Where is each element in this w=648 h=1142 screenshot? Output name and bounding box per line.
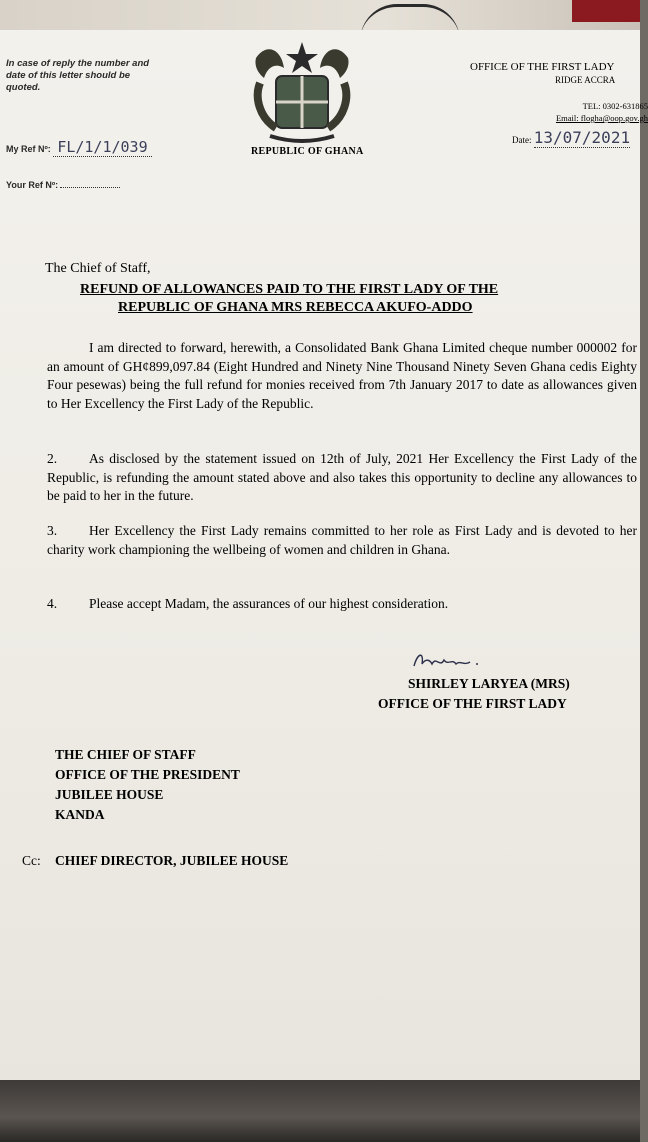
my-ref bbox=[6, 138, 152, 156]
paragraph-3 bbox=[47, 522, 637, 559]
signatory-office: OFFICE OF THE FIRST LADY bbox=[378, 696, 567, 711]
cc-label: Cc: bbox=[22, 853, 41, 868]
paragraph-2-text: As disclosed by the statement issued on 12th of July, 2021 Her Excellency the First Lady of the Republic, is refunding the amount stated above and also takes this opportunity to decline any allowances to be paid to her in the future. bbox=[47, 451, 637, 503]
paragraph-2-number: 2. bbox=[47, 451, 58, 466]
paragraph-3-number: 3. bbox=[47, 523, 58, 538]
office-location: RIDGE ACCRA bbox=[555, 75, 616, 85]
photo-background-bottom bbox=[0, 1080, 640, 1142]
cc-line bbox=[22, 853, 288, 869]
paragraph-4-text: Please accept Madam, the assurances of our highest consideration. bbox=[89, 596, 449, 611]
reply-note: In case of reply the number and date of this letter should be quoted. bbox=[6, 58, 150, 93]
address-line-4: KANDA bbox=[55, 807, 105, 822]
email-line: Email: flogha@oop.gov.gh bbox=[555, 113, 648, 123]
handwritten-signature bbox=[410, 648, 490, 674]
my-ref-label: My Ref Nº: bbox=[6, 144, 51, 154]
address-line-3: JUBILEE HOUSE bbox=[55, 787, 164, 802]
contact-block bbox=[518, 100, 648, 124]
office-name: OFFICE OF THE FIRST LADY bbox=[470, 61, 615, 73]
your-ref-blank bbox=[60, 187, 120, 188]
tel-line: TEL: 0302-631865 bbox=[582, 101, 648, 111]
paragraph-3-text: Her Excellency the First Lady remains committed to her role as First Lady and is devoted to her charity work championing the wellbeing of women and children in Ghana. bbox=[47, 523, 637, 557]
subject-line-1: REFUND OF ALLOWANCES PAID TO THE FIRST LADY OF THE bbox=[80, 282, 499, 297]
paragraph-4-number: 4. bbox=[47, 596, 58, 611]
cc-value: CHIEF DIRECTOR, JUBILEE HOUSE bbox=[55, 853, 289, 868]
signatory-name: SHIRLEY LARYEA (MRS) bbox=[408, 676, 570, 691]
address-line-2: OFFICE OF THE PRESIDENT bbox=[55, 767, 240, 782]
date-label: Date: bbox=[512, 135, 532, 145]
subject-line-2: REPUBLIC OF GHANA MRS REBECCA AKUFO-ADDO bbox=[118, 300, 473, 315]
subject-heading bbox=[80, 281, 580, 317]
republic-label: REPUBLIC OF GHANA bbox=[251, 146, 364, 157]
your-ref bbox=[6, 180, 120, 190]
paragraph-1: I am directed to forward, herewith, a Consolidated Bank Ghana Limited cheque number 000002 for an amount of GH¢899,097.84 (Eight Hundred and Ninety Nine Thousand Ninety Seven Ghana cedis Eighty Four pesewas) being the full refund for monies received from 7th January 2017 to date as allowances given to Her Excellency the First Lady of the Republic. bbox=[47, 340, 637, 411]
paragraph-4 bbox=[47, 595, 637, 614]
paragraph-2 bbox=[47, 450, 637, 506]
my-ref-value: FL/1/1/039 bbox=[53, 138, 151, 157]
recipient-address bbox=[55, 745, 240, 825]
date-value: 13/07/2021 bbox=[533, 128, 631, 147]
red-folder-edge bbox=[572, 0, 640, 22]
your-ref-label: Your Ref Nº: bbox=[6, 180, 59, 190]
photo-background-top bbox=[0, 0, 640, 30]
coat-of-arms-icon bbox=[246, 38, 358, 148]
date-line bbox=[512, 128, 630, 147]
salutation: The Chief of Staff, bbox=[45, 261, 151, 276]
address-line-1: THE CHIEF OF STAFF bbox=[55, 747, 196, 762]
